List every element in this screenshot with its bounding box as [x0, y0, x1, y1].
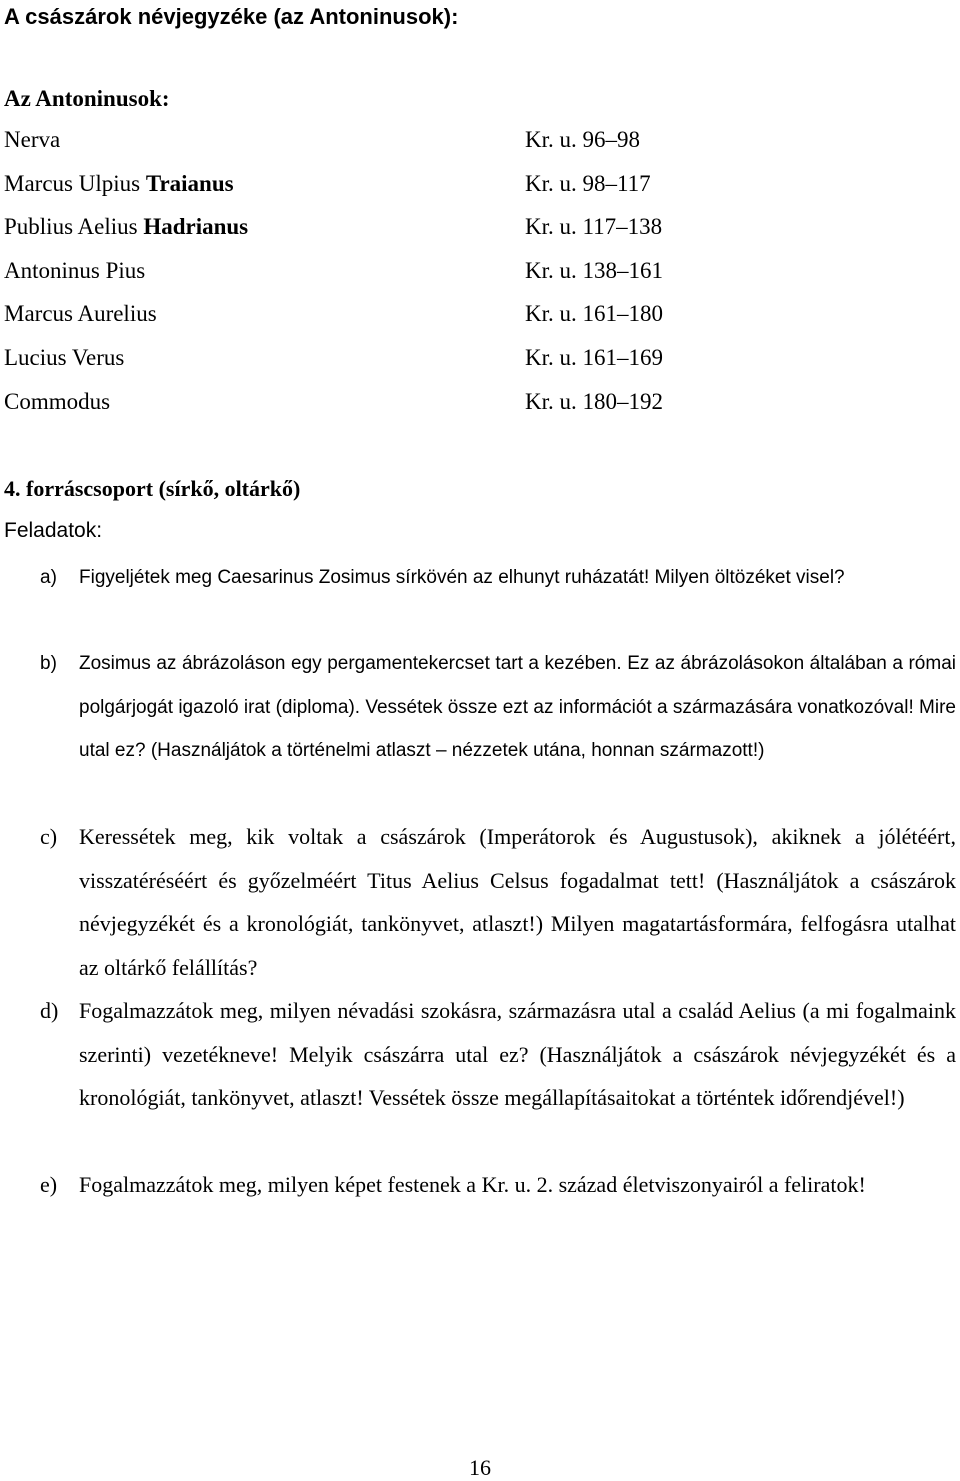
emperor-name: Commodus: [4, 389, 111, 414]
emperor-row: [4, 258, 764, 288]
task-letter: e): [40, 1172, 58, 1197]
emperor-row: [4, 127, 764, 157]
tasks-label: Feladatok:: [4, 519, 103, 542]
task-item: [40, 1163, 956, 1253]
emperor-row: [4, 389, 764, 419]
emperor-name: Marcus Aurelius: [4, 301, 157, 326]
page-number: 16: [469, 1455, 491, 1480]
emperor-reign: Kr. u. 161–180: [525, 301, 663, 326]
task-text: Fogalmazzátok meg, milyen névadási szokásra, származásra utal a család Aelius (a mi fogalmaink szerinti) vezetékneve! Melyik császárra utal ez? (Használjátok a császárok névjegyzékét és a kronológiát, tankönyvet, atlaszt! Vessétek össze megállapításaitokat a történtek időrendjével!): [79, 998, 956, 1111]
emperor-name: Lucius Verus: [4, 345, 125, 370]
task-letter: d): [40, 998, 59, 1023]
emperor-row: [4, 171, 764, 201]
emperor-name: Nerva: [4, 127, 61, 152]
emperor-row: [4, 345, 764, 375]
page-heading: A császárok névjegyzéke (az Antoninusok):: [4, 4, 459, 29]
emperor-name: Marcus Ulpius Traianus: [4, 171, 234, 196]
task-text: Keressétek meg, kik voltak a császárok (Imperátorok és Augustusok), akiknek a jólétéért, visszatéréséért és győzelméért Titus Aelius Celsus fogadalmat tett! (Használjátok a császárok névjegyzékét és a kronológiát, tankönyvet, atlaszt!) Milyen magatartásformára, felfogásra utalhat az oltárkő felállítás?: [79, 824, 956, 981]
emperor-row: [4, 301, 764, 331]
task-item: [40, 815, 956, 991]
task-item: [40, 642, 956, 818]
list-subheading: Az Antoninusok:: [4, 86, 170, 111]
emperor-row: [4, 214, 764, 244]
task-letter: a): [40, 567, 57, 588]
task-text: Fogalmazzátok meg, milyen képet festenek a Kr. u. 2. század életviszonyairól a feliratok!: [79, 1172, 866, 1197]
emperor-reign: Kr. u. 117–138: [525, 214, 663, 239]
section-title: 4. forráscsoport (sírkő, oltárkő): [4, 476, 301, 501]
emperor-reign: Kr. u. 98–117: [525, 171, 651, 196]
task-item: [40, 989, 956, 1165]
task-letter: b): [40, 653, 57, 674]
task-letter: c): [40, 824, 58, 849]
task-item: [40, 556, 956, 644]
task-text: Figyeljétek meg Caesarinus Zosimus sírkövén az elhunyt ruházatát! Milyen öltözéket visel?: [79, 567, 845, 588]
emperor-reign: Kr. u. 161–169: [525, 345, 663, 370]
emperor-name: Publius Aelius Hadrianus: [4, 214, 249, 239]
task-text: Zosimus az ábrázoláson egy pergamentekercset tart a kezében. Ez az ábrázolásokon általában a római polgárjogát igazoló irat (diploma). Vessétek össze ezt az információt a származására vonatkozóval! Mire utal ez? (Használjátok a történelmi atlaszt – nézzetek utána, honnan származott!): [79, 653, 956, 761]
emperor-name: Antoninus Pius: [4, 258, 146, 283]
emperor-reign: Kr. u. 96–98: [525, 127, 640, 152]
emperor-reign: Kr. u. 180–192: [525, 389, 663, 414]
emperor-reign: Kr. u. 138–161: [525, 258, 663, 283]
